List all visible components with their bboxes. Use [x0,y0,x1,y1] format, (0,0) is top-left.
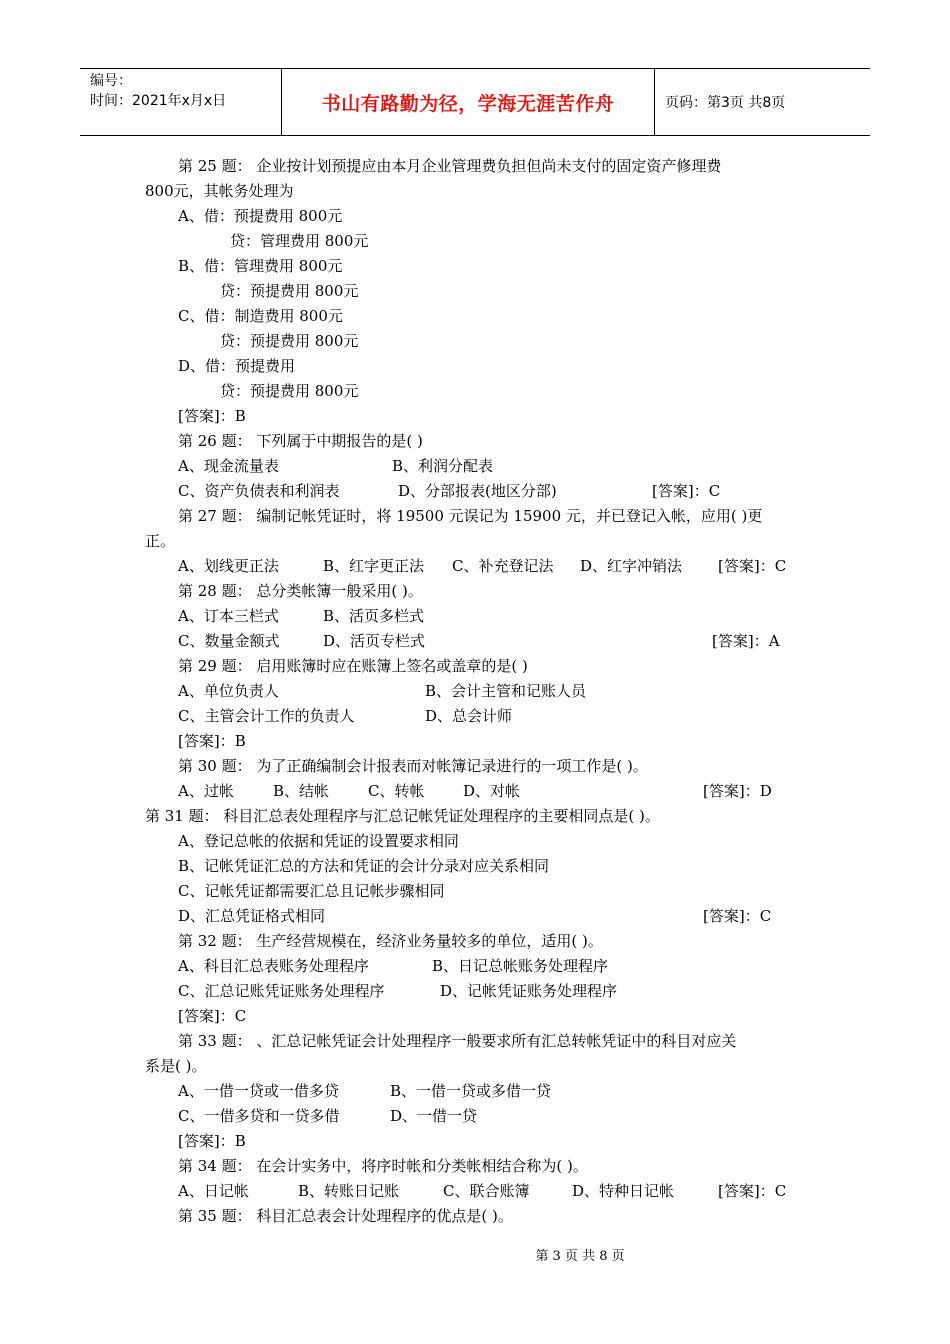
text-line: 第 35 题： 科目汇总表会计处理程序的优点是( )。 [178,1207,513,1225]
text-line: B、结帐 [273,782,330,800]
text-line: C、一借多贷和一贷多借 [178,1107,340,1125]
header-page-info: 页码：第3页 共8页 [665,95,786,111]
text-line: [答案]：B [178,732,246,750]
header-meta [80,69,282,135]
text-line: B、转账日记账 [298,1182,400,1200]
text-line: 第 30 题： 为了正确编制会计报表而对帐簿记录进行的一项工作是( )。 [178,757,648,775]
text-line: A、单位负责人 [178,682,279,700]
text-line: B、借：管理费用 800元 [178,257,343,275]
text-line: A、划线更正法 [178,557,279,575]
text-line: 系是( )。 [145,1057,207,1075]
text-line: A、过帐 [178,782,234,800]
text-line: C、汇总记账凭证账务处理程序 [178,982,385,1000]
text-line: 第 32 题： 生产经营规模在，经济业务量较多的单位，适用( )。 [178,932,603,950]
text-line: C、联合账簿 [443,1182,530,1200]
text-line: C、主管会计工作的负责人 [178,707,355,725]
text-line: C、记帐凭证都需要汇总且记帐步骤相同 [178,882,445,900]
text-line: A、订本三栏式 [178,607,279,625]
text-line: 第 31 题： 科目汇总表处理程序与汇总记帐凭证处理程序的主要相同点是( )。 [145,807,660,825]
text-line: A、日记帐 [178,1182,249,1200]
text-line: 第 25 题： 企业按计划预提应由本月企业管理费负担但尚未支付的固定资产修理费 [178,157,722,175]
text-line: 第 27 题： 编制记帐凭证时，将 19500 元误记为 15900 元，并已登记入帐，应用( )更 [178,507,763,525]
text-line: [答案]：A [712,632,780,650]
text-line: 第 26 题： 下列属于中期报告的是( ) [178,432,423,450]
text-line: B、一借一贷或多借一贷 [390,1082,552,1100]
text-line: B、日记总帐账务处理程序 [432,957,609,975]
text-line: 第 33 题： 、汇总记帐凭证会计处理程序一般要求所有汇总转帐凭证中的科目对应关 [178,1032,737,1050]
serial-label: 编号： [90,73,132,89]
page-header [80,68,870,136]
text-line: [答案]：C [178,1007,247,1025]
text-line: D、总会计师 [425,707,513,725]
text-line: A、科目汇总表账务处理程序 [178,957,369,975]
text-line: C、资产负债表和利润表 [178,482,340,500]
text-line: D、活页专栏式 [323,632,426,650]
text-line: 正。 [145,532,176,550]
text-line: D、红字冲销法 [580,557,683,575]
text-line: D、特种日记帐 [572,1182,675,1200]
text-line: [答案]：C [703,907,772,925]
text-line: B、利润分配表 [392,457,494,475]
text-line: C、补充登记法 [452,557,554,575]
text-line: B、记帐凭证汇总的方法和凭证的会计分录对应关系相同 [178,857,550,875]
text-line: [答案]：D [703,782,772,800]
text-line: 800元，其帐务处理为 [145,182,294,200]
text-line: B、红字更正法 [323,557,425,575]
time-label: 时间：2021年x月x日 [90,93,227,109]
text-line: 贷：管理费用 800元 [230,232,369,250]
page-footer: 第 3 页 共 8 页 [535,1249,625,1264]
text-line: [答案]：B [178,1132,246,1150]
text-line: C、转帐 [368,782,425,800]
text-line: 贷：预提费用 800元 [220,382,359,400]
text-line: 第 29 题： 启用账簿时应在账簿上签名或盖章的是( ) [178,657,528,675]
text-line: D、一借一贷 [390,1107,478,1125]
text-line: 贷：预提费用 800元 [220,332,359,350]
text-line: [答案]：C [652,482,721,500]
text-line: A、登记总帐的依据和凭证的设置要求相同 [178,832,459,850]
text-line: A、借：预提费用 800元 [178,207,343,225]
text-line: D、分部报表(地区分部) [398,482,557,500]
text-line: B、会计主管和记账人员 [425,682,587,700]
text-line: 贷：预提费用 800元 [220,282,359,300]
header-motto: 书山有路勤为径，学海无涯苦作舟 [282,69,655,135]
text-line: [答案]：C [718,557,787,575]
text-line: C、数量金额式 [178,632,280,650]
text-line: A、一借一贷或一借多贷 [178,1082,339,1100]
text-line: 第 34 题： 在会计实务中，将序时帐和分类帐相结合称为( )。 [178,1157,588,1175]
text-line: [答案]：B [178,407,246,425]
text-line: A、现金流量表 [178,457,279,475]
text-line: D、借：预提费用 [178,357,296,375]
text-line: [答案]：C [718,1182,787,1200]
text-line: D、记帐凭证账务处理程序 [440,982,618,1000]
text-line: 第 28 题： 总分类帐簿一般采用( )。 [178,582,423,600]
text-line: B、活页多栏式 [323,607,425,625]
text-line: D、对帐 [463,782,521,800]
text-line: C、借：制造费用 800元 [178,307,343,325]
text-line: D、汇总凭证格式相同 [178,907,326,925]
